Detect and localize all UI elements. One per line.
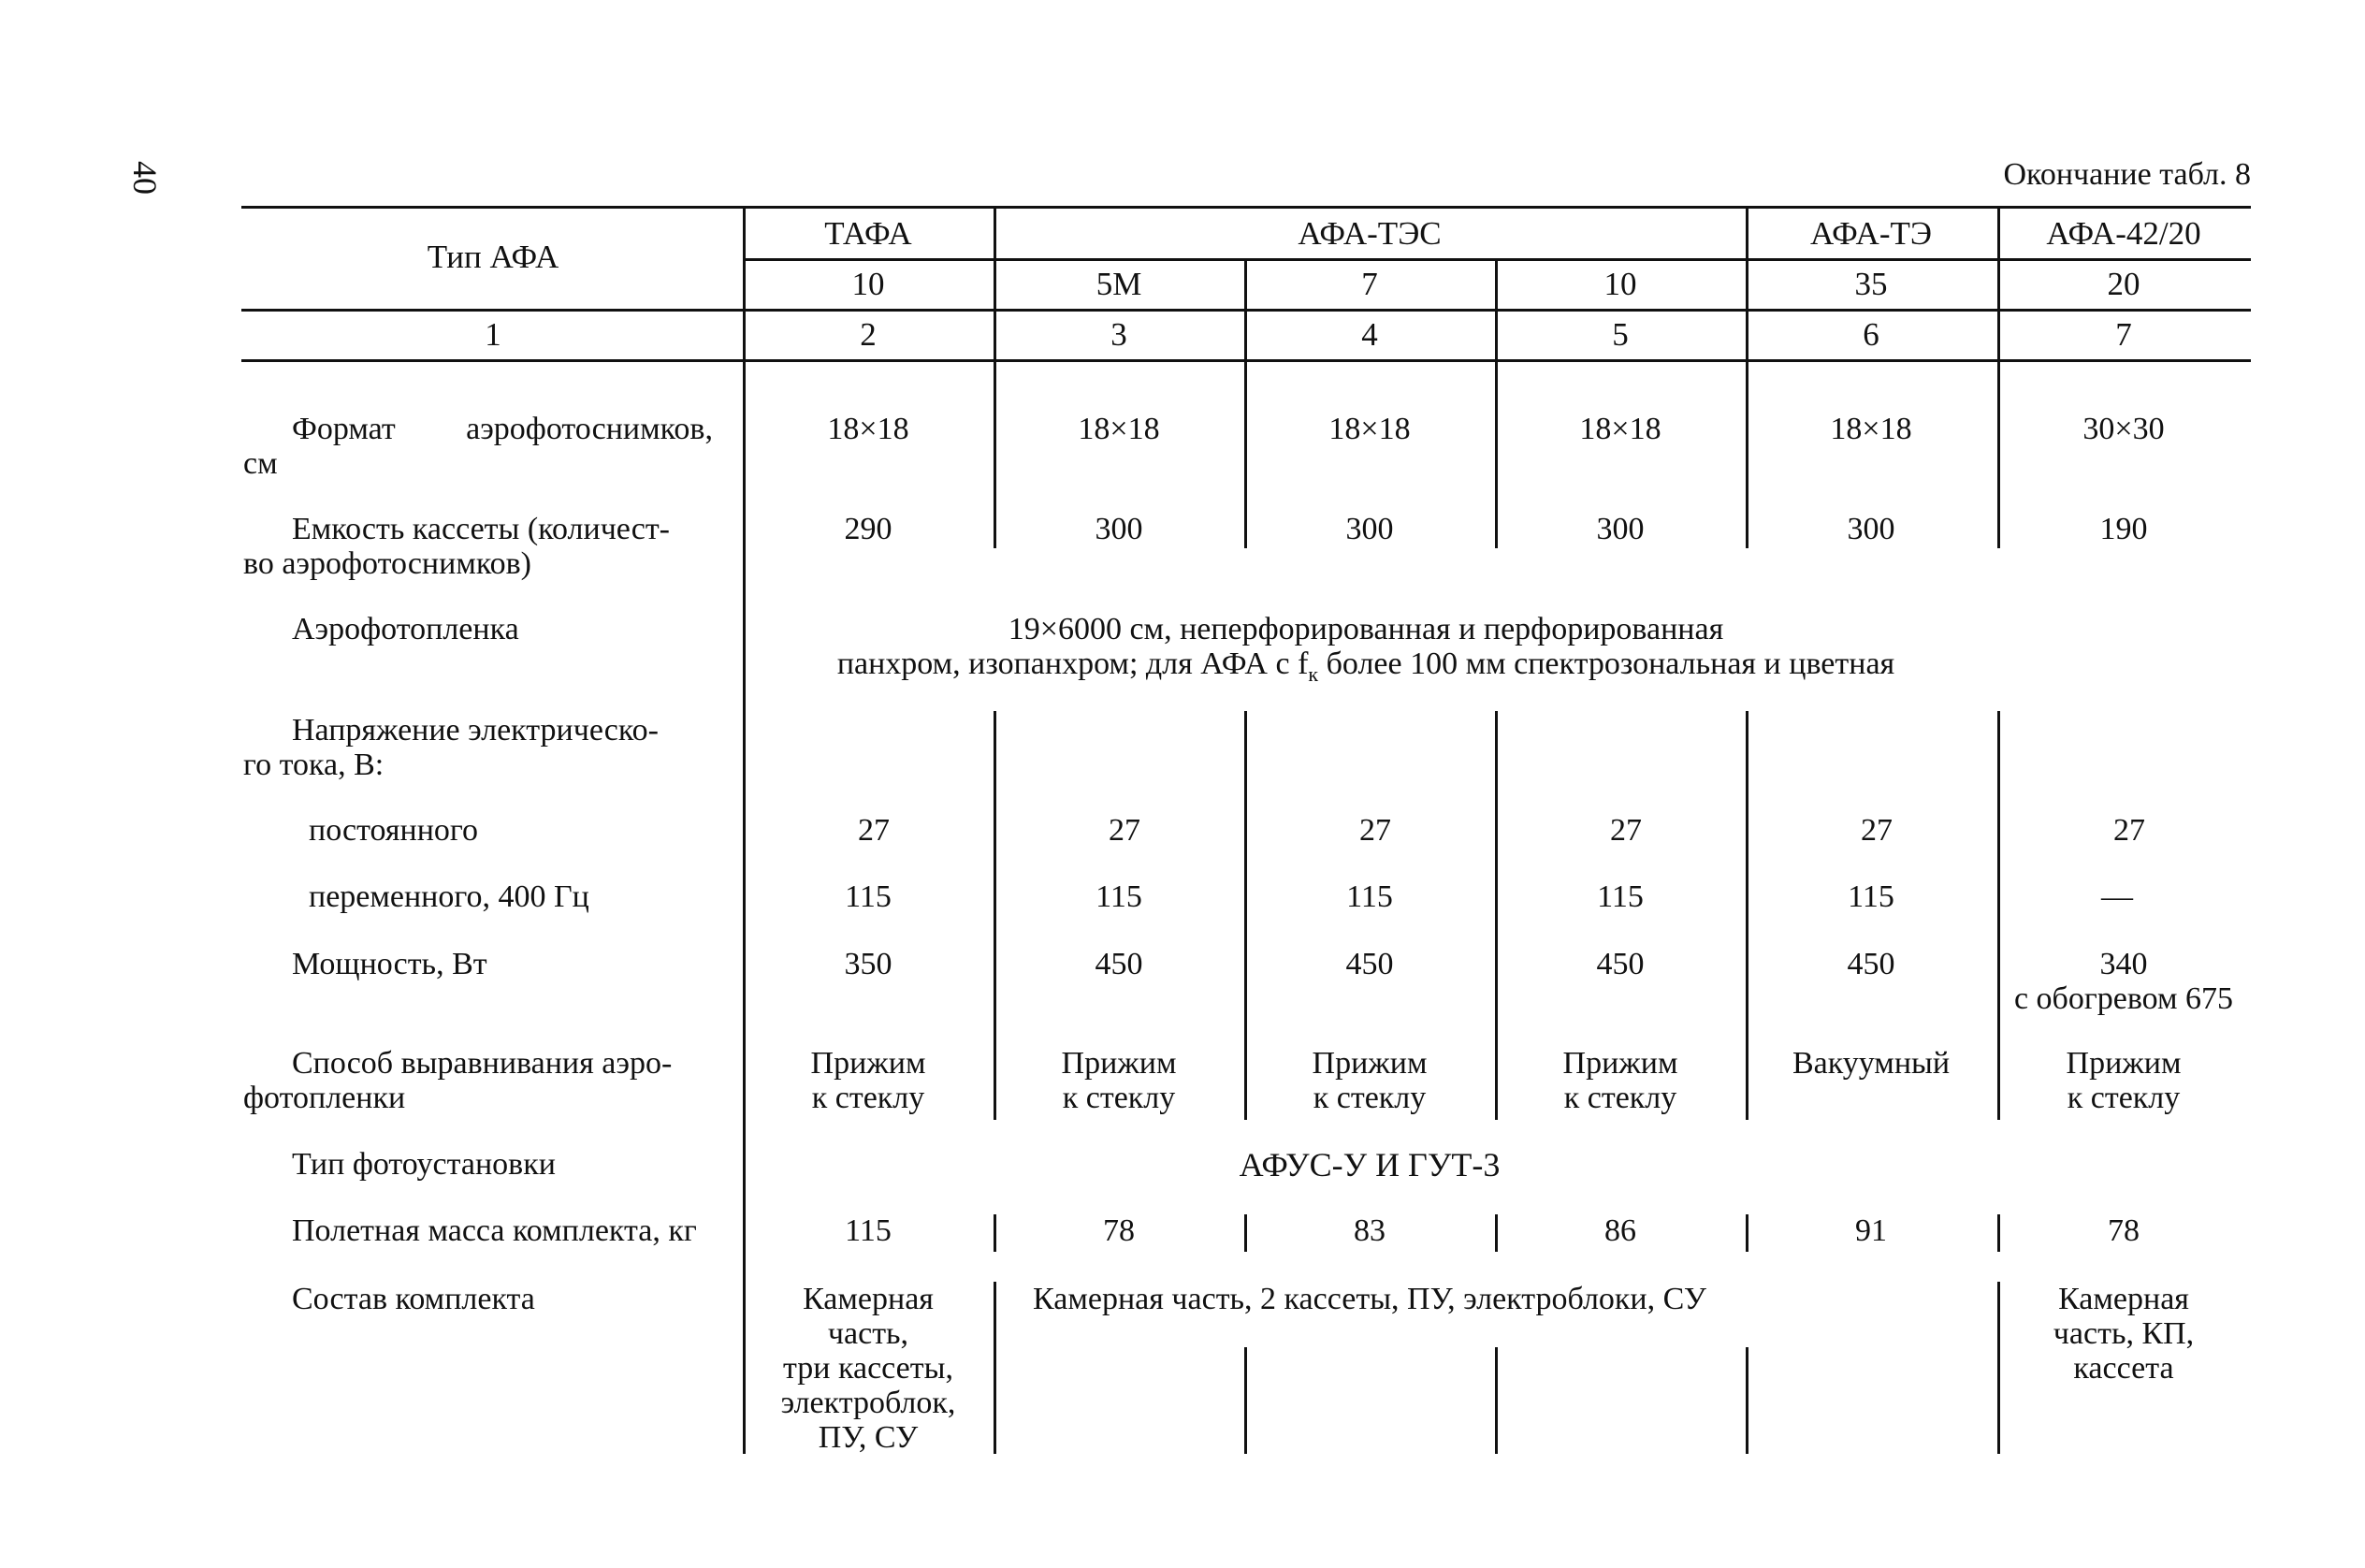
cell-value: 18×18	[1078, 412, 1160, 446]
cell-value: 115	[845, 1213, 892, 1248]
cell-value: 86	[1604, 1213, 1636, 1248]
cell-value: 27	[1610, 813, 1642, 848]
cell-value: 115	[1095, 879, 1142, 914]
row-label: Тип фотоустановки	[292, 1147, 556, 1182]
row-label-cont: фотопленки	[243, 1081, 406, 1115]
header-group-afa-te: АФА-ТЭ	[1810, 215, 1932, 252]
column-number: 4	[1361, 316, 1378, 353]
table-caption: Окончание табл. 8	[2003, 157, 2251, 192]
header-focal: 10	[851, 266, 885, 302]
cell-value: 340	[2099, 947, 2148, 981]
row-label: Мощность, Вт	[292, 947, 487, 981]
film-description-line2: панхром, изопанхром; для АФА с $f_к$ более 100 мм спектрозональная и цветная	[836, 646, 1895, 686]
cell-value: 115	[1848, 879, 1894, 914]
cell-value: 18×18	[1579, 412, 1661, 446]
cell-value: 27	[1861, 813, 1893, 848]
cell-value: 450	[1596, 947, 1645, 981]
cell-value: 27	[858, 813, 890, 848]
row-label: Формат аэрофотоснимков,	[292, 412, 713, 446]
header-focal: 7	[1361, 266, 1378, 302]
cell-value-merged: Камерная часть, 2 кассеты, ПУ, электроблоки, СУ	[1033, 1282, 1706, 1316]
cell-value: 190	[2099, 512, 2148, 546]
cell-value: 300	[1345, 512, 1394, 546]
cell-value: 300	[1095, 512, 1143, 546]
cell-value: 27	[1359, 813, 1391, 848]
cell-value: Вакуумный	[1792, 1046, 1951, 1081]
cell-value-extra: с обогревом 675	[2013, 981, 2234, 1016]
row-label-cont: во аэрофотоснимков)	[243, 546, 532, 581]
row-label: переменного, 400 Гц	[309, 879, 589, 914]
header-group-afa-tes: АФА-ТЭС	[1298, 215, 1442, 252]
cell-value: 27	[2113, 813, 2145, 848]
cell-value: 115	[1346, 879, 1393, 914]
cell-value: 18×18	[1830, 412, 1912, 446]
cell-value: 300	[1596, 512, 1645, 546]
cell-value: 350	[844, 947, 892, 981]
row-label: Полетная масса комплекта, кг	[292, 1213, 697, 1248]
header-type-label: Тип АФА	[427, 239, 559, 275]
header-focal: 5М	[1095, 266, 1142, 302]
column-number: 6	[1863, 316, 1879, 353]
row-label-cont: го тока, В:	[243, 748, 384, 782]
column-number: 5	[1612, 316, 1629, 353]
row-label: Напряжение электрическо-	[292, 713, 659, 748]
row-label: Емкость кассеты (количест-	[292, 512, 670, 546]
cell-value: 115	[1597, 879, 1644, 914]
cell-value: Прижим к стеклу	[1312, 1046, 1428, 1115]
cell-value: Прижим к стеклу	[1562, 1046, 1678, 1115]
header-focal: 20	[2107, 266, 2140, 302]
cell-value: Камерная часть, КП, кассета	[2053, 1282, 2195, 1386]
cell-value: Прижим к стеклу	[810, 1046, 926, 1115]
cell-value: 83	[1354, 1213, 1386, 1248]
column-number: 7	[2115, 316, 2132, 353]
header-group-tafa: ТАФА	[824, 215, 912, 252]
cell-value: 78	[1103, 1213, 1135, 1248]
row-label: Состав комплекта	[292, 1282, 535, 1316]
column-number: 1	[485, 316, 501, 353]
cell-value: 290	[844, 512, 892, 546]
column-number: 3	[1110, 316, 1127, 353]
page-number: 40	[126, 161, 164, 195]
row-label: Способ выравнивания аэро-	[292, 1046, 673, 1081]
cell-value: АФУС-У И ГУТ-3	[1239, 1146, 1501, 1183]
cell-value: 18×18	[827, 412, 909, 446]
header-group-afa-42-20: АФА-42/20	[2046, 215, 2201, 252]
header-focal: 35	[1854, 266, 1888, 302]
cell-value: —	[2101, 879, 2133, 914]
row-label: Аэрофотопленка	[292, 612, 519, 646]
cell-value: 450	[1345, 947, 1394, 981]
cell-value: 450	[1847, 947, 1895, 981]
row-label-cont: см	[243, 446, 278, 481]
cell-value: 91	[1855, 1213, 1887, 1248]
cell-value: Прижим к стеклу	[2066, 1046, 2182, 1115]
cell-value: 27	[1109, 813, 1140, 848]
header-focal: 10	[1603, 266, 1637, 302]
row-label: постоянного	[309, 813, 479, 848]
cell-value: 115	[845, 879, 892, 914]
cell-value: 30×30	[2082, 412, 2165, 446]
cell-value: 450	[1095, 947, 1143, 981]
cell-value: Камерная часть, три кассеты, электроблок, ПУ, СУ	[780, 1282, 956, 1455]
cell-value: Прижим к стеклу	[1061, 1046, 1177, 1115]
cell-value: 300	[1847, 512, 1895, 546]
cell-value: 18×18	[1328, 412, 1411, 446]
cell-value: 78	[2108, 1213, 2140, 1248]
film-description-line1: 19×6000 см, неперфорированная и перфорированная	[1008, 612, 1724, 646]
column-number: 2	[860, 316, 877, 353]
